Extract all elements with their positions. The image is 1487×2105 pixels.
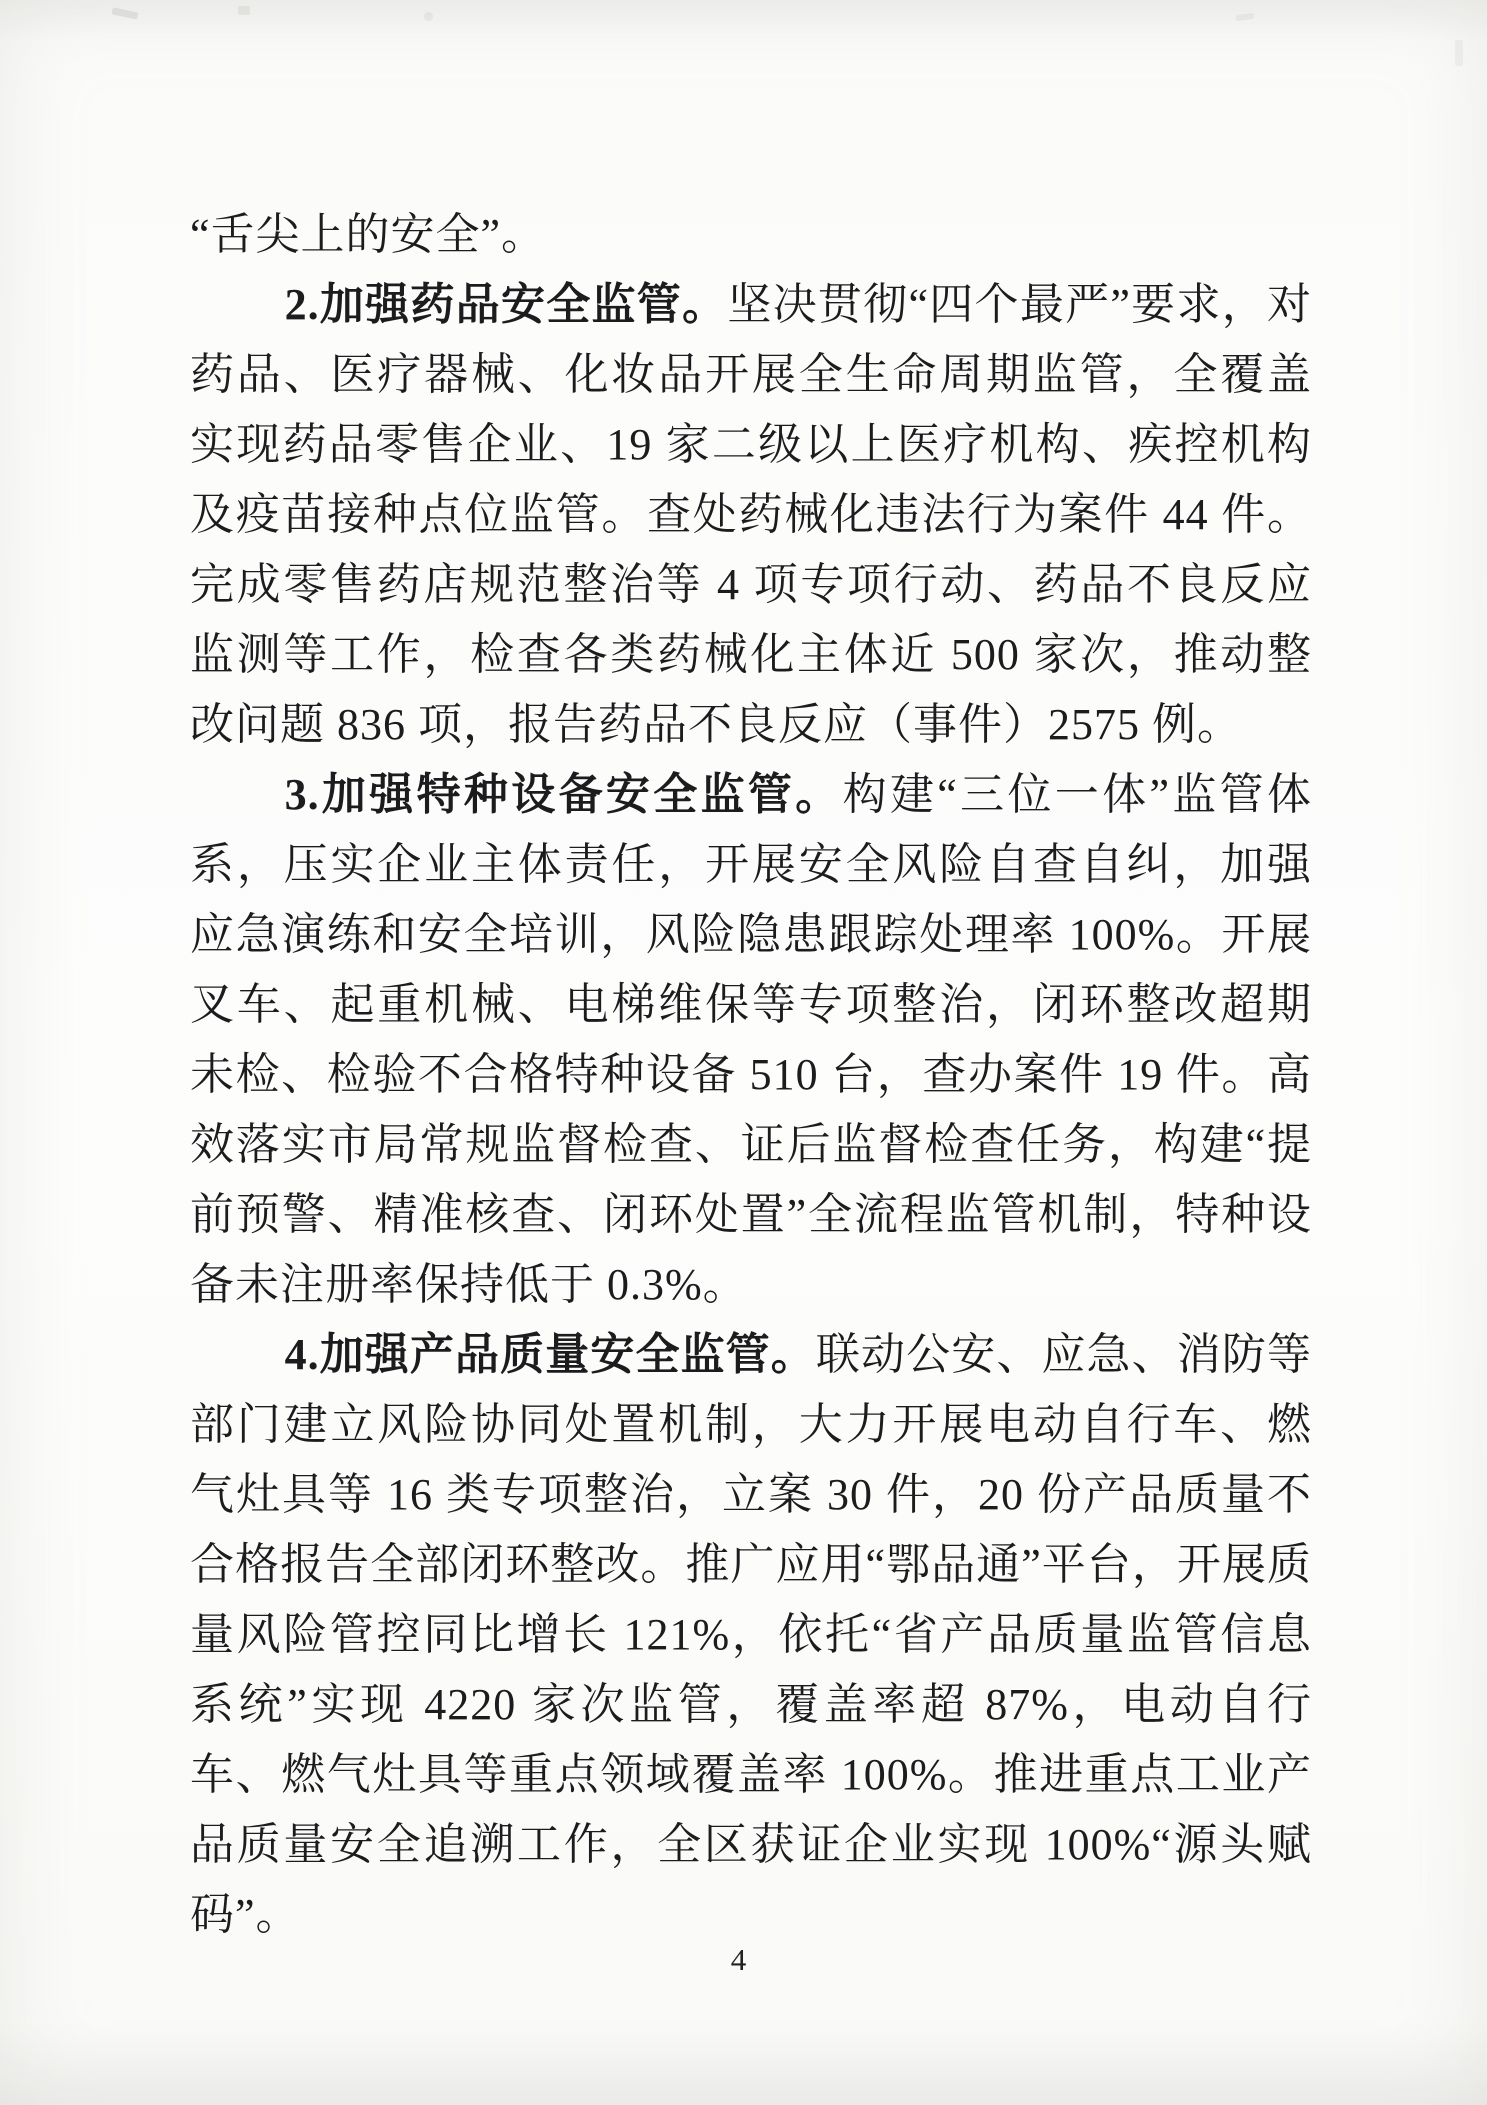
scan-speckle	[112, 7, 139, 19]
paragraph-lead: 4.加强产品质量安全监管。	[284, 1330, 816, 1379]
scan-speckle	[1236, 13, 1255, 21]
paragraph-lead: 2.加强药品安全监管。	[284, 280, 728, 329]
paragraph-continuation	[190, 200, 1312, 270]
paragraph-text: “舌尖上的安全”。	[190, 210, 547, 259]
paragraph-text: 坚决贯彻“四个最严”要求，对药品、医疗器械、化妆品开展全生命周期监管，全覆盖实现药品零售企业、19 家二级以上医疗机构、疾控机构及疫苗接种点位监管。查处药械化违法行为案件 44 件。完成零售药店规范整治等 4 项专项行动、药品不良反应监测等工作，检查各类药械化主体近 500 家次，推动整改问题 836 项，报告药品不良反应（事件）2575 例。	[190, 280, 1313, 749]
scan-speckle	[424, 12, 433, 21]
paragraph-drug-safety	[190, 270, 1312, 760]
scan-speckle	[238, 6, 250, 15]
paragraph-text: 构建“三位一体”监管体系，压实企业主体责任，开展安全风险自查自纠，加强应急演练和安全培训，风险隐患跟踪处理率 100%。开展叉车、起重机械、电梯维保等专项整治，闭环整改超期未检、检验不合格特种设备 510 台，查办案件 19 件。高效落实市局常规监督检查、证后监督检查任务，构建“提前预警、精准核查、闭环处置”全流程监管机制，特种设备未注册率保持低于 0.3%。	[190, 770, 1313, 1309]
document-body	[190, 200, 1312, 1950]
paragraph-text: 联动公安、应急、消防等部门建立风险协同处置机制，大力开展电动自行车、燃气灶具等 16 类专项整治，立案 30 件，20 份产品质量不合格报告全部闭环整改。推广应用“鄂品通”平台，开展质量风险管控同比增长 121%，依托“省产品质量监管信息系统”实现 4220 家次监管，覆盖率超 87%，电动自行车、燃气灶具等重点领域覆盖率 100%。推进重点工业产品质量安全追溯工作，全区获证企业实现 100%“源头赋码”。	[190, 1330, 1312, 1939]
paragraph-special-equipment	[190, 760, 1312, 1320]
scan-speckle	[1455, 40, 1463, 66]
paragraph-product-quality	[190, 1320, 1312, 1950]
page-number: 4	[730, 1942, 747, 1977]
paragraph-lead: 3.加强特种设备安全监管。	[284, 770, 843, 819]
